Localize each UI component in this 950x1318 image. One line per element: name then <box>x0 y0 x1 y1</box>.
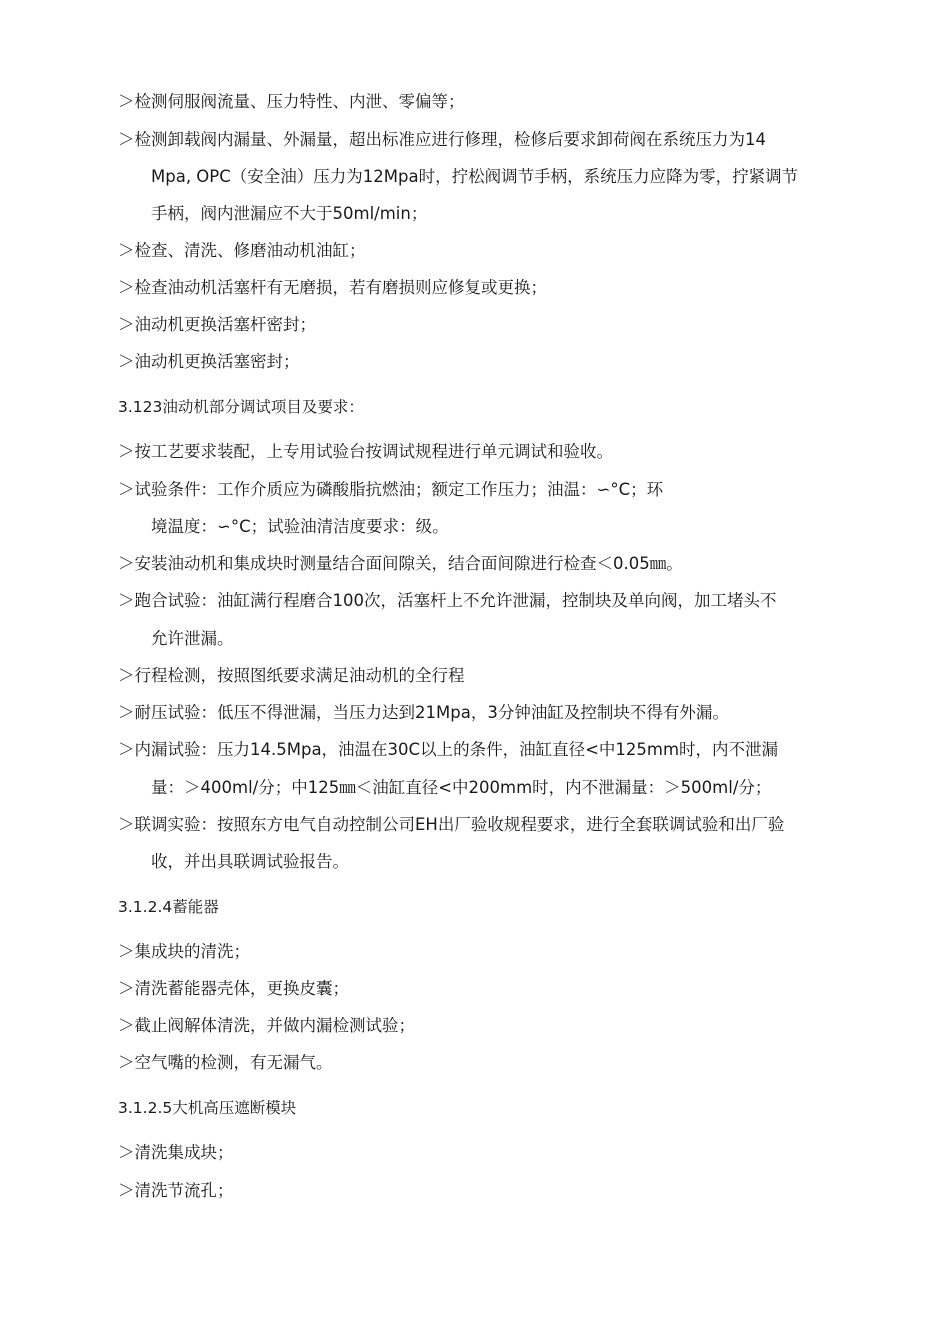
bullet-line: ＞试验条件：工作介质应为磷酸脂抗燃油；额定工作压力；油温：∽°C；环 <box>118 480 664 499</box>
section-heading: 3.1.2.4蓄能器 <box>118 898 219 916</box>
bullet-line: ＞检测卸载阀内漏量、外漏量，超出标准应进行修理，检修后要求卸荷阀在系统压力为14 <box>118 130 766 149</box>
continuation-line: 允许泄漏。 <box>151 629 234 648</box>
section-heading: 3.1.2.5大机高压遮断模块 <box>118 1099 297 1117</box>
continuation-line: Mpa, OPC（安全油）压力为12Mpa时，拧松阀调节手柄，系统压力应降为零，拧紧调节 <box>151 167 799 186</box>
bullet-line: ＞耐压试验：低压不得泄漏，当压力达到21Mpa，3分钟油缸及控制块不得有外漏。 <box>118 703 729 722</box>
section-heading: 3.123油动机部分调试项目及要求： <box>118 398 364 416</box>
bullet-line: ＞油动机更换活塞杆密封； <box>118 315 316 334</box>
continuation-line: 收，并出具联调试验报告。 <box>151 852 349 871</box>
bullet-line: ＞清洗集成块； <box>118 1143 234 1162</box>
bullet-line: ＞内漏试验：压力14.5Mpa，油温在30C以上的条件，油缸直径<中125mm时，内不泄漏 <box>118 740 779 759</box>
bullet-line: ＞联调实验：按照东方电气自动控制公司EH出厂验收规程要求，进行全套联调试验和出厂验 <box>118 815 785 834</box>
bullet-line: ＞清洗蓄能器壳体，更换皮囊； <box>118 979 349 998</box>
bullet-line: ＞清洗节流孔； <box>118 1181 234 1200</box>
bullet-line: ＞检查油动机活塞杆有无磨损，若有磨损则应修复或更换； <box>118 278 547 297</box>
bullet-line: ＞油动机更换活塞密封； <box>118 352 300 371</box>
bullet-line: ＞行程检测，按照图纸要求满足油动机的全行程 <box>118 666 465 685</box>
bullet-line: ＞检测伺服阀流量、压力特性、内泄、零偏等； <box>118 92 465 111</box>
bullet-line: ＞安装油动机和集成块时测量结合面间隙关，结合面间隙进行检查＜0.05㎜。 <box>118 554 683 573</box>
bullet-line: ＞集成块的清洗； <box>118 942 250 961</box>
bullet-line: ＞跑合试验：油缸满行程磨合100次，活塞杆上不允许泄漏，控制块及单向阀，加工堵头不 <box>118 591 777 610</box>
continuation-line: 境温度：∽°C；试验油清洁度要求：级。 <box>151 517 449 536</box>
bullet-line: ＞截止阀解体清洗，并做内漏检测试验； <box>118 1016 415 1035</box>
continuation-line: 手柄，阀内泄漏应不大于50ml/min； <box>151 204 428 223</box>
bullet-line: ＞检查、清洗、修磨油动机油缸； <box>118 241 366 260</box>
continuation-line: 量：＞400ml/分；中125㎜＜油缸直径<中200mm时，内不泄漏量：＞500ml/分； <box>151 778 772 797</box>
bullet-line: ＞按工艺要求装配，上专用试验台按调试规程进行单元调试和验收。 <box>118 442 613 461</box>
bullet-line: ＞空气嘴的检测，有无漏气。 <box>118 1053 333 1072</box>
